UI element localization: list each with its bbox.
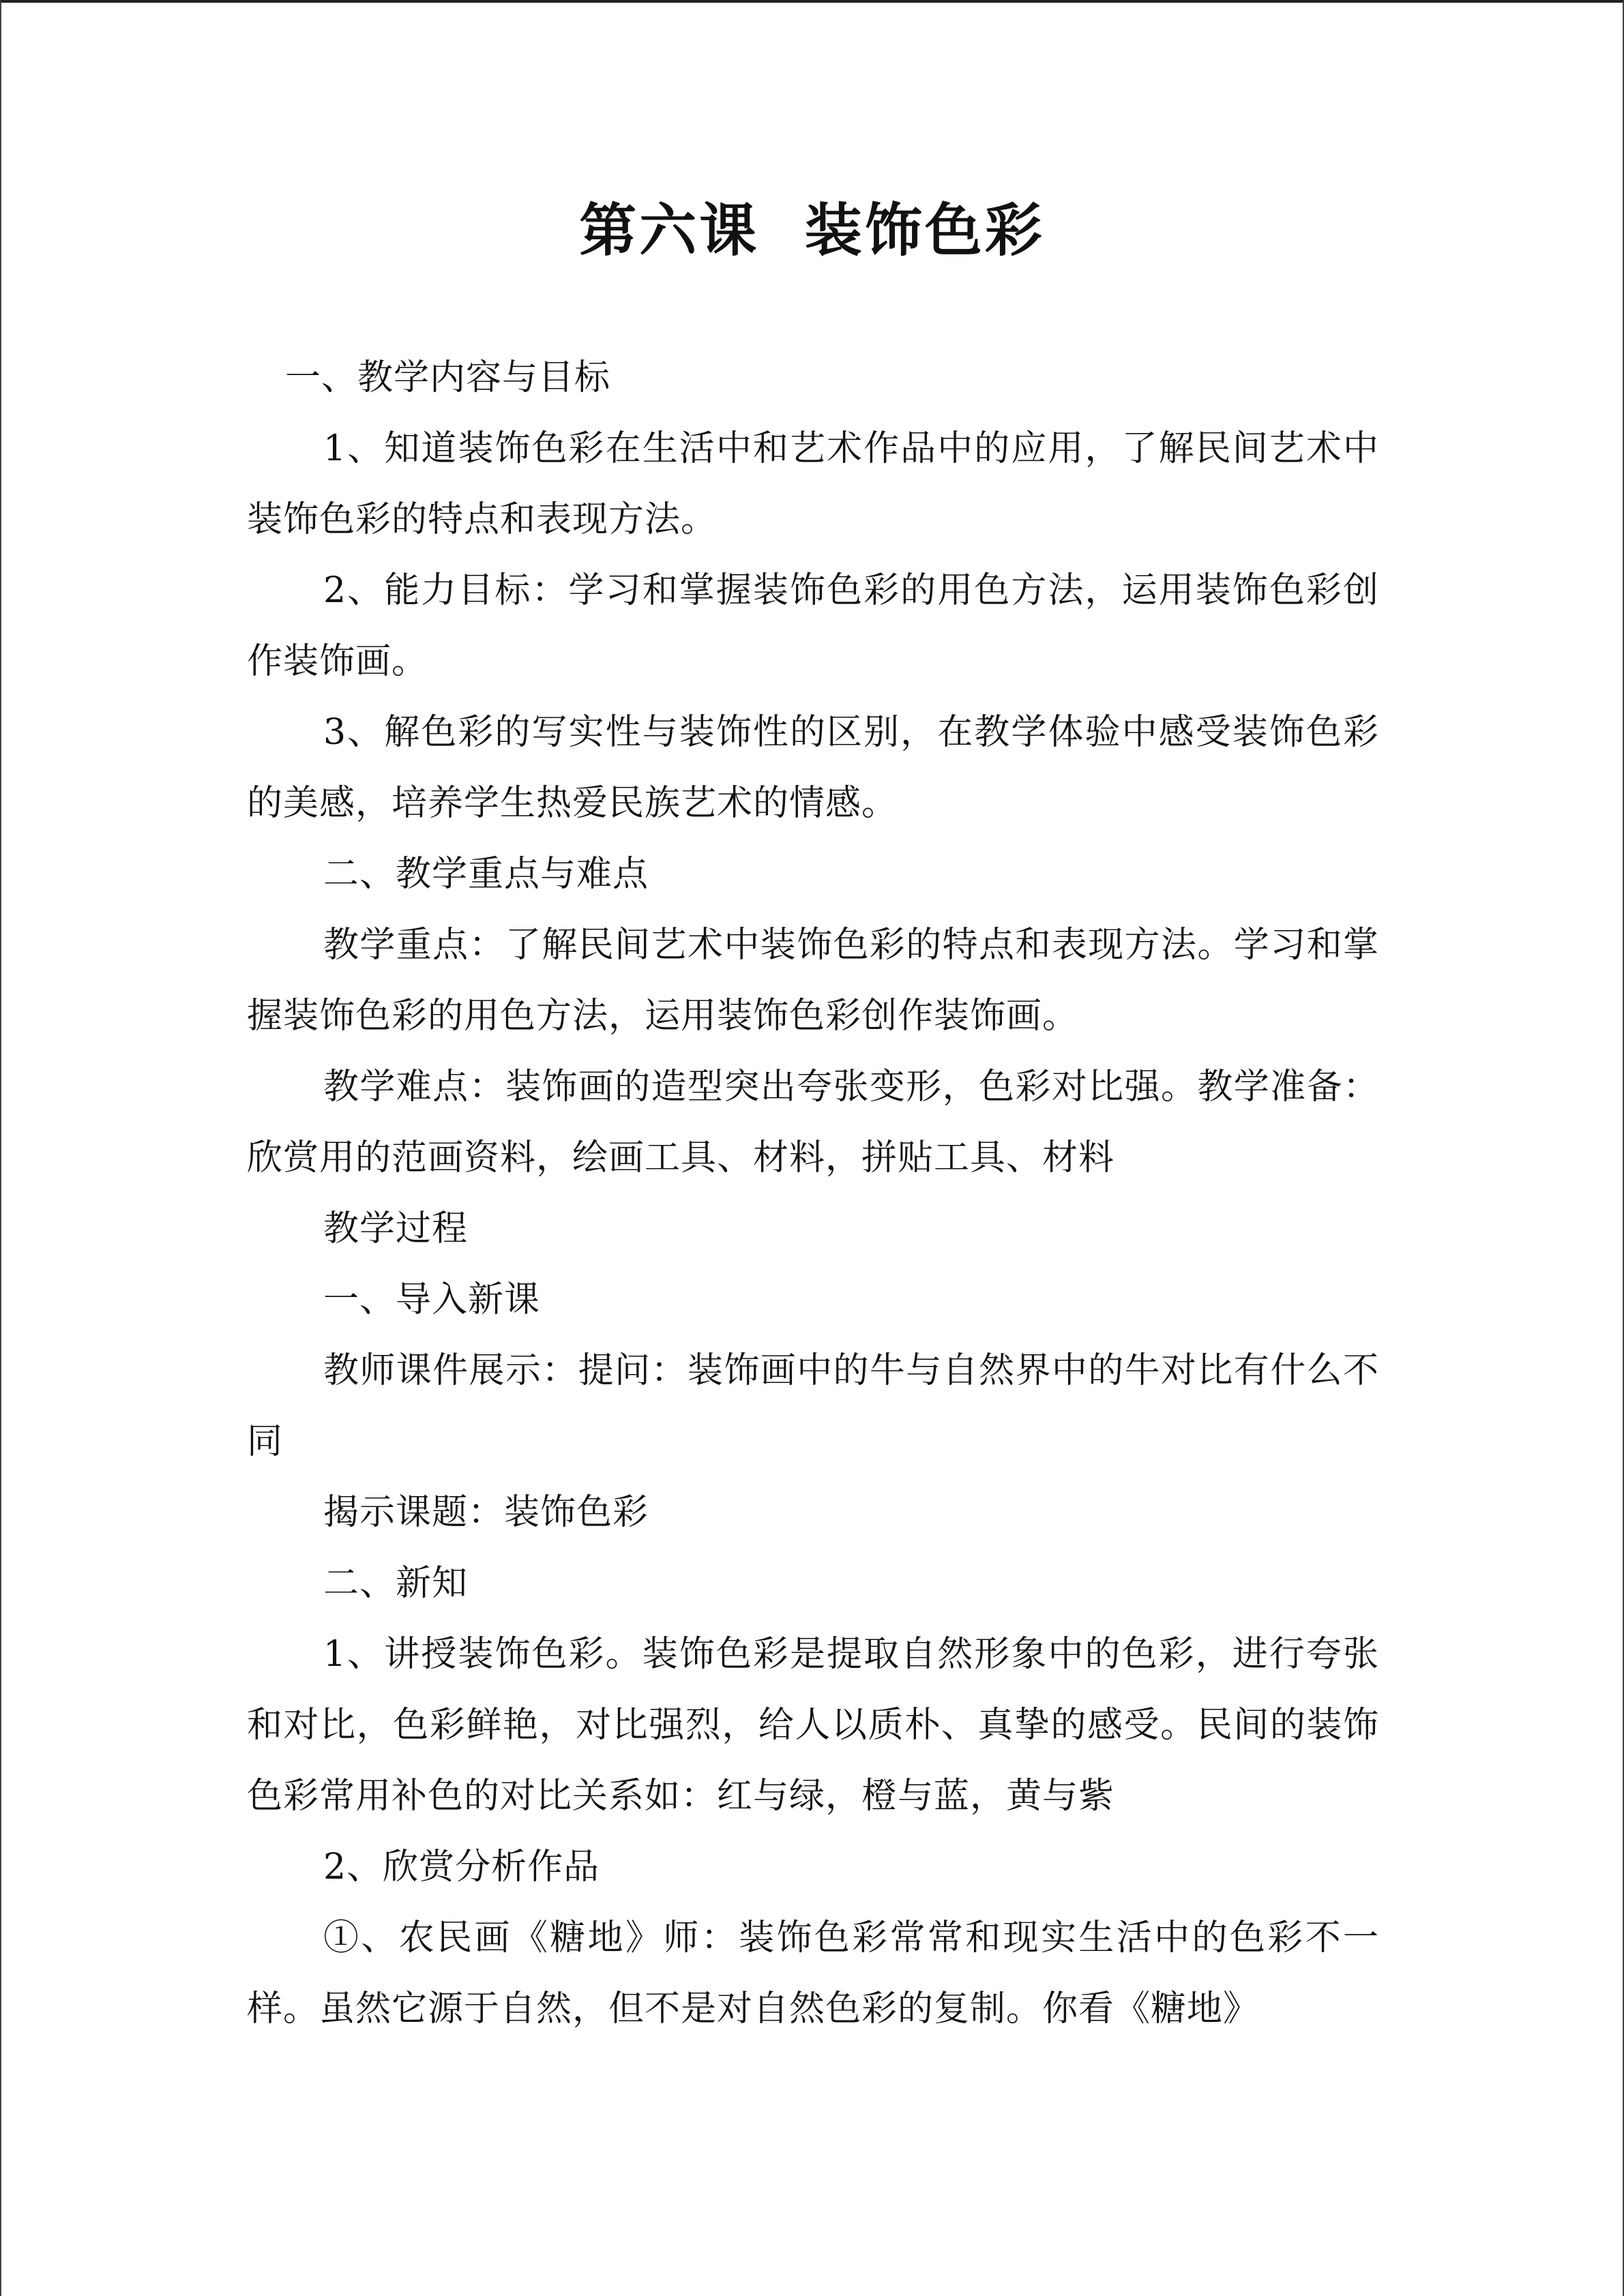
paragraph-lecture-decorative-color: 1、讲授装饰色彩。装饰色彩是提取自然形象中的色彩，进行夸张和对比，色彩鲜艳，对比强烈，给人以质朴、真挚的感受。民间的装饰色彩常用补色的对比关系如：红与绿，橙与蓝，黄与紫: [247, 1634, 1379, 1817]
section-heading-key-points: 二、教学重点与难点: [323, 854, 649, 895]
paragraph-teacher-demo: 教师课件展示：提问：装饰画中的牛与自然界中的牛对比有什么不同: [247, 1350, 1379, 1462]
paragraph-reveal-topic: 揭示课题：装饰色彩: [323, 1492, 649, 1533]
paragraph-key-point: 教学重点：了解民间艺术中装饰色彩的特点和表现方法。学习和掌握装饰色彩的用色方法，运用装饰色彩创作装饰画。: [247, 925, 1379, 1037]
paragraph-appreciate-works: 2、欣赏分析作品: [323, 1847, 600, 1888]
document-title: 第六课 装饰色彩: [579, 196, 1045, 264]
document-body: [247, 342, 1379, 2044]
section-heading-new-knowledge: 二、新知: [323, 1563, 469, 1604]
section-heading-introduction: 一、导入新课: [323, 1279, 541, 1320]
paragraph-difficulty-and-preparation: 教学难点：装饰画的造型突出夸张变形，色彩对比强。教学准备：欣赏用的范画资料，绘画工具、材料，拼贴工具、材料: [247, 1067, 1379, 1178]
section-heading-content-goals: 一、教学内容与目标: [285, 357, 611, 398]
paragraph-goal-2: 2、能力目标：学习和掌握装饰色彩的用色方法，运用装饰色彩创作装饰画。: [247, 570, 1379, 682]
paragraph-teaching-process: 教学过程: [323, 1208, 469, 1249]
paragraph-goal-3: 3、解色彩的写实性与装饰性的区别，在教学体验中感受装饰色彩的美感，培养学生热爱民族艺术的情感。: [247, 712, 1379, 824]
paragraph-peasant-painting: ①、农民画《糖地》师：装饰色彩常常和现实生活中的色彩不一样。虽然它源于自然，但不是对自然色彩的复制。你看《糖地》: [247, 1918, 1379, 2029]
paragraph-goal-1: 1、知道装饰色彩在生活中和艺术作品中的应用，了解民间艺术中装饰色彩的特点和表现方法。: [247, 428, 1379, 540]
